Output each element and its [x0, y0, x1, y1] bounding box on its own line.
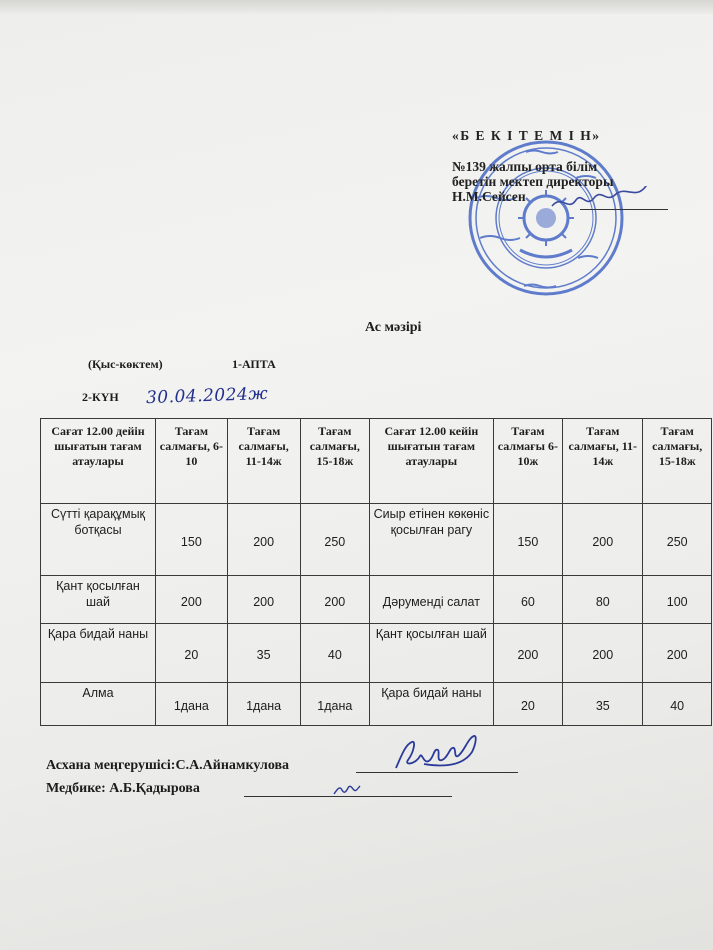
director-signature-icon	[550, 186, 670, 216]
table-cell: Қант қосылған шай	[41, 576, 156, 624]
header-cell: Тағам салмағы, 6-10	[155, 419, 227, 504]
table-cell: 60	[493, 576, 563, 624]
table-cell: 200	[563, 624, 643, 683]
table-cell: 35	[563, 683, 643, 726]
table-cell: Сиыр етінен көкөніс қосылған рагу	[370, 504, 493, 576]
table-cell: 100	[643, 576, 712, 624]
table-cell: 200	[493, 624, 563, 683]
approval-line-2: беретін мектеп директоры	[452, 174, 614, 189]
nurse-signature-icon	[332, 782, 362, 798]
header-cell: Тағам салмағы, 15-18ж	[300, 419, 370, 504]
table-cell: 1дана	[300, 683, 370, 726]
table-cell: 200	[643, 624, 712, 683]
table-cell: 1дана	[155, 683, 227, 726]
table-cell: 20	[155, 624, 227, 683]
header-cell: Сағат 12.00 дейін шығатын тағам атаулары	[41, 419, 156, 504]
header-cell: Тағам салмағы, 11-14ж	[227, 419, 300, 504]
table-cell: Қара бидай наны	[41, 624, 156, 683]
table-cell: 35	[227, 624, 300, 683]
paper-fold	[0, 0, 713, 14]
table-cell: 1дана	[227, 683, 300, 726]
table-cell: Қант қосылған шай	[370, 624, 493, 683]
table-cell: Сүтті қарақұмық ботқасы	[41, 504, 156, 576]
table-cell: 200	[300, 576, 370, 624]
table-row	[41, 683, 712, 726]
cook-signature-icon	[390, 734, 490, 778]
table-cell: 80	[563, 576, 643, 624]
table-row	[41, 504, 712, 576]
header-cell: Тағам салмағы, 15-18ж	[643, 419, 712, 504]
header-cell: Сағат 12.00 кейін шығатын тағам атаулары	[370, 419, 493, 504]
table-cell: 200	[563, 504, 643, 576]
table-cell: Дәруменді салат	[370, 576, 493, 624]
table-cell: Алма	[41, 683, 156, 726]
page-title: Ас мәзірі	[365, 320, 422, 335]
table-cell: 40	[643, 683, 712, 726]
menu-table	[40, 418, 712, 726]
table-cell: 150	[155, 504, 227, 576]
table-cell: 200	[227, 576, 300, 624]
header-cell: Тағам салмағы, 11-14ж	[563, 419, 643, 504]
handwritten-date: 30.04.2024ж	[145, 383, 269, 409]
table-cell: 200	[227, 504, 300, 576]
table-cell: Қара бидай наны	[370, 683, 493, 726]
table-header-row	[41, 419, 712, 504]
table-cell: 250	[300, 504, 370, 576]
approval-line-3: Н.М.Сейсен	[452, 189, 526, 204]
cook-signature-label: Асхана меңгерушісі:С.А.Айнамкулова	[46, 758, 290, 773]
header-cell: Тағам салмағы 6-10ж	[493, 419, 563, 504]
day-label: 2-КҮН	[82, 390, 119, 404]
table-cell: 200	[155, 576, 227, 624]
approval-heading: «Б Е К І Т Е М І Н»	[452, 128, 601, 143]
table-row	[41, 624, 712, 683]
week-label: 1-АПТА	[232, 357, 276, 371]
table-cell: 150	[493, 504, 563, 576]
table-cell: 250	[643, 504, 712, 576]
season-label: (Қыс-көктем)	[88, 357, 163, 371]
nurse-signature-label: Медбике: А.Б.Қадырова	[46, 781, 200, 796]
table-cell: 40	[300, 624, 370, 683]
approval-line-1: №139 жалпы орта білім	[452, 159, 598, 174]
table-row	[41, 576, 712, 624]
table-cell: 20	[493, 683, 563, 726]
